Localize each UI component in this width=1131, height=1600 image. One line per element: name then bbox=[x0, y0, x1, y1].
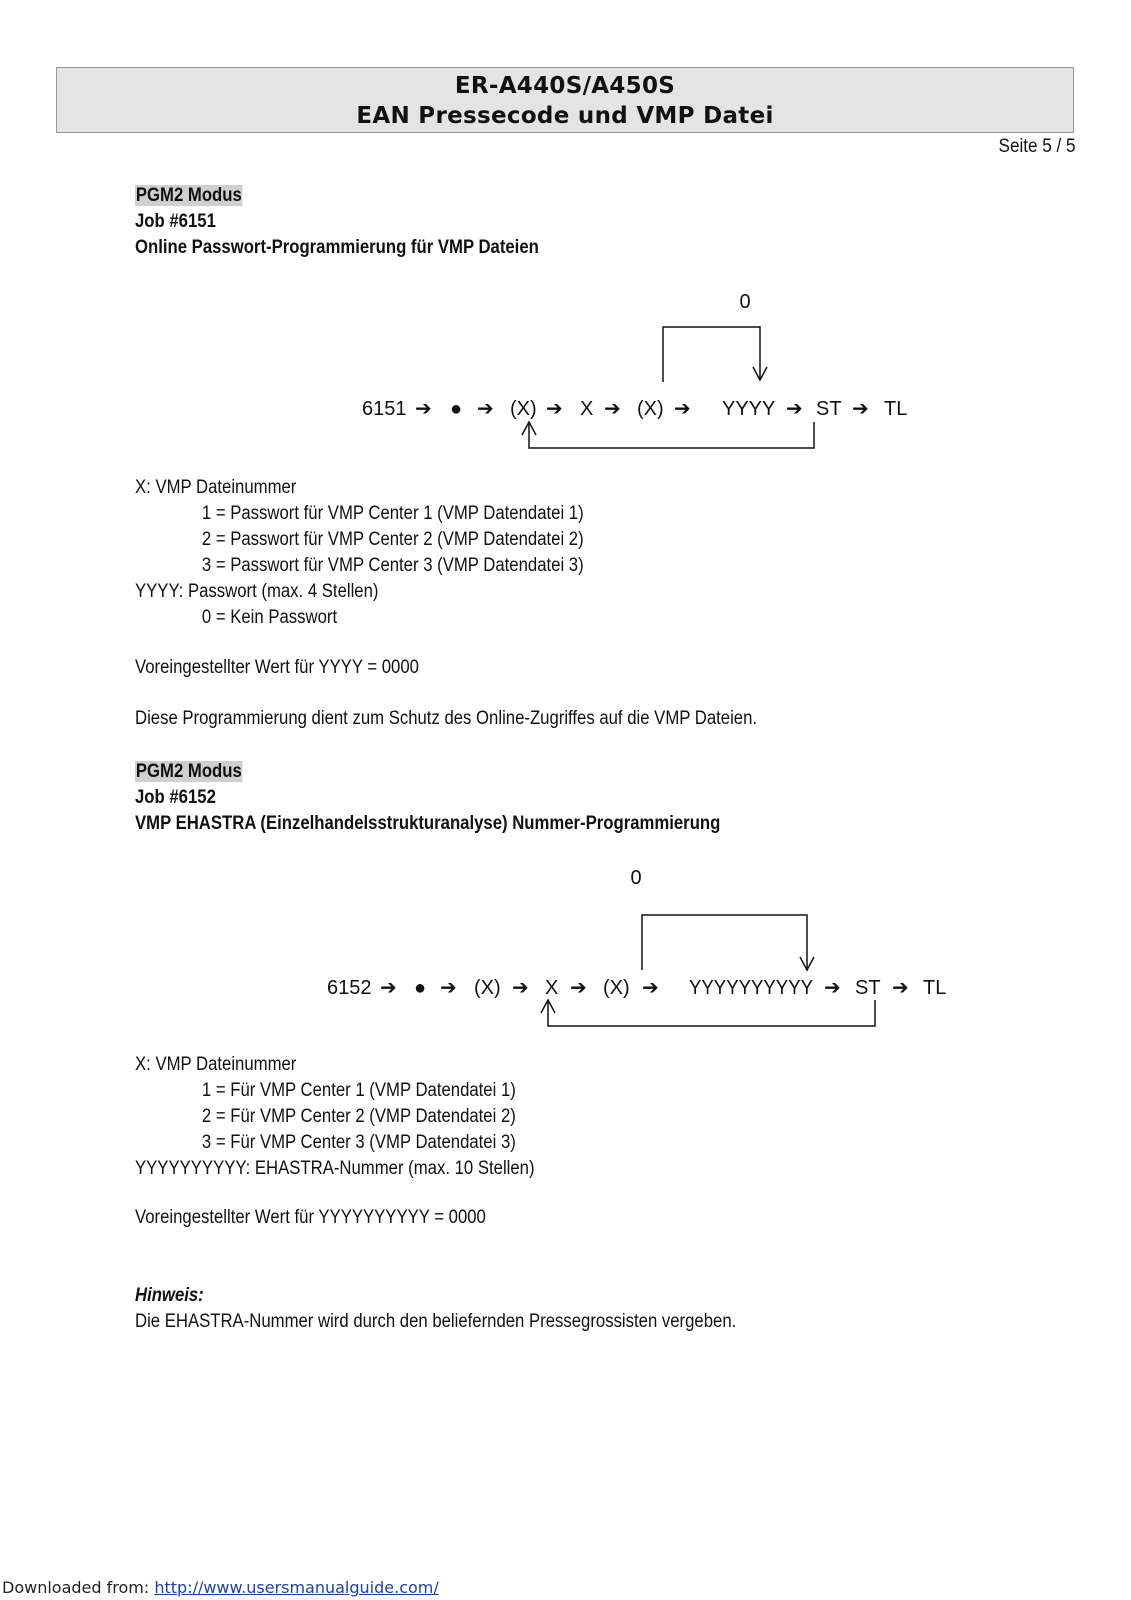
diagram1-arrow-icon: ➔ bbox=[852, 398, 869, 420]
section2-x-label: X: VMP Dateinummer bbox=[135, 1054, 297, 1075]
diagram2-arrow-icon: ➔ bbox=[824, 977, 841, 999]
section1-mode: PGM2 Modus bbox=[135, 185, 242, 206]
section2-default: Voreingestellter Wert für YYYYYYYYYY = 0000 bbox=[135, 1207, 486, 1228]
diagram1-arrow-icon: ➔ bbox=[477, 398, 494, 420]
footer-link[interactable]: http://www.usersmanualguide.com/ bbox=[154, 1578, 439, 1597]
diagram2-value: YYYYYYYYYY bbox=[689, 977, 813, 999]
diagram2-x: X bbox=[545, 977, 559, 999]
section1-body bbox=[135, 475, 584, 631]
section1-heading bbox=[135, 183, 539, 261]
diagram1-start: 6151 bbox=[362, 398, 407, 420]
section1-x-label: X: VMP Dateinummer bbox=[135, 477, 297, 498]
diagram1-arrow-icon: ➔ bbox=[546, 398, 563, 420]
diagram1-dot-icon: ● bbox=[450, 398, 463, 420]
section1-y-item: 0 = Kein Passwort bbox=[201, 607, 338, 628]
section1-default: Voreingestellter Wert für YYYY = 0000 bbox=[135, 657, 419, 678]
diagram1-arrow-icon: ➔ bbox=[604, 398, 621, 420]
diagram1-value: YYYY bbox=[722, 398, 776, 420]
diagram1-skip-line bbox=[663, 327, 760, 382]
download-footer bbox=[2, 1578, 439, 1597]
diagram2-tl: TL bbox=[923, 977, 947, 999]
section2-note bbox=[135, 1283, 736, 1335]
section1-flow-diagram bbox=[0, 280, 1131, 460]
section1-y-label: YYYY: Passwort (max. 4 Stellen) bbox=[135, 581, 379, 602]
diagram1-arrow-icon: ➔ bbox=[674, 398, 691, 420]
diagram1-x: X bbox=[580, 398, 594, 420]
section1-title: Online Passwort-Programmierung für VMP Dateien bbox=[135, 237, 539, 258]
section2-x-item: 3 = Für VMP Center 3 (VMP Datendatei 3) bbox=[201, 1132, 516, 1153]
section1-x-item: 1 = Passwort für VMP Center 1 (VMP Datendatei 1) bbox=[201, 503, 584, 524]
diagram2-arrow-icon: ➔ bbox=[512, 977, 529, 999]
note-text: Die EHASTRA-Nummer wird durch den beliefernden Pressegrossisten vergeben. bbox=[135, 1311, 737, 1332]
section2-heading bbox=[135, 759, 720, 837]
diagram2-repeat-line bbox=[548, 1000, 875, 1026]
diagram2-arrow-icon: ➔ bbox=[380, 977, 397, 999]
diagram1-arrow-icon: ➔ bbox=[415, 398, 432, 420]
section2-mode: PGM2 Modus bbox=[135, 761, 242, 782]
page-number: Seite 5 / 5 bbox=[998, 136, 1076, 157]
diagram1-repeat-line bbox=[529, 422, 814, 448]
section2-x-item: 2 = Für VMP Center 2 (VMP Datendatei 2) bbox=[201, 1106, 516, 1127]
diagram1-arrow-icon: ➔ bbox=[786, 398, 803, 420]
section2-title: VMP EHASTRA (Einzelhandelsstrukturanalyse) Nummer-Programmierung bbox=[135, 813, 721, 834]
document-header bbox=[56, 67, 1074, 133]
diagram2-arrow-icon: ➔ bbox=[570, 977, 587, 999]
diagram1-st: ST bbox=[816, 398, 842, 420]
diagram1-opt-x1: (X) bbox=[510, 398, 537, 420]
section2-flow-diagram bbox=[0, 860, 1131, 1040]
header-title-subject: EAN Pressecode und VMP Datei bbox=[356, 103, 774, 129]
section2-body bbox=[135, 1052, 535, 1182]
section2-x-item: 1 = Für VMP Center 1 (VMP Datendatei 1) bbox=[201, 1080, 516, 1101]
diagram2-dot-icon: ● bbox=[414, 977, 427, 999]
diagram2-arrow-icon: ➔ bbox=[642, 977, 659, 999]
diagram2-st: ST bbox=[855, 977, 881, 999]
diagram1-loop-label: 0 bbox=[739, 291, 751, 313]
diagram2-skip-line bbox=[642, 915, 807, 970]
section1-x-item: 2 = Passwort für VMP Center 2 (VMP Datendatei 2) bbox=[201, 529, 584, 550]
header-title-model: ER-A440S/A450S bbox=[454, 73, 676, 99]
diagram2-opt-x1: (X) bbox=[474, 977, 501, 999]
diagram2-loop-label: 0 bbox=[630, 867, 642, 889]
footer-prefix: Downloaded from: bbox=[2, 1578, 155, 1597]
diagram2-arrow-icon: ➔ bbox=[892, 977, 909, 999]
diagram1-opt-x2: (X) bbox=[637, 398, 664, 420]
note-title: Hinweis: bbox=[135, 1285, 204, 1306]
section1-description: Diese Programmierung dient zum Schutz des Online-Zugriffes auf die VMP Dateien. bbox=[135, 708, 758, 729]
diagram2-opt-x2: (X) bbox=[603, 977, 630, 999]
section1-x-item: 3 = Passwort für VMP Center 3 (VMP Datendatei 3) bbox=[201, 555, 584, 576]
section2-y-label: YYYYYYYYYY: EHASTRA-Nummer (max. 10 Stellen) bbox=[135, 1158, 535, 1179]
diagram1-tl: TL bbox=[884, 398, 908, 420]
diagram2-start: 6152 bbox=[327, 977, 372, 999]
section2-job: Job #6152 bbox=[135, 787, 216, 808]
diagram2-arrow-icon: ➔ bbox=[440, 977, 457, 999]
section1-job: Job #6151 bbox=[135, 211, 216, 232]
